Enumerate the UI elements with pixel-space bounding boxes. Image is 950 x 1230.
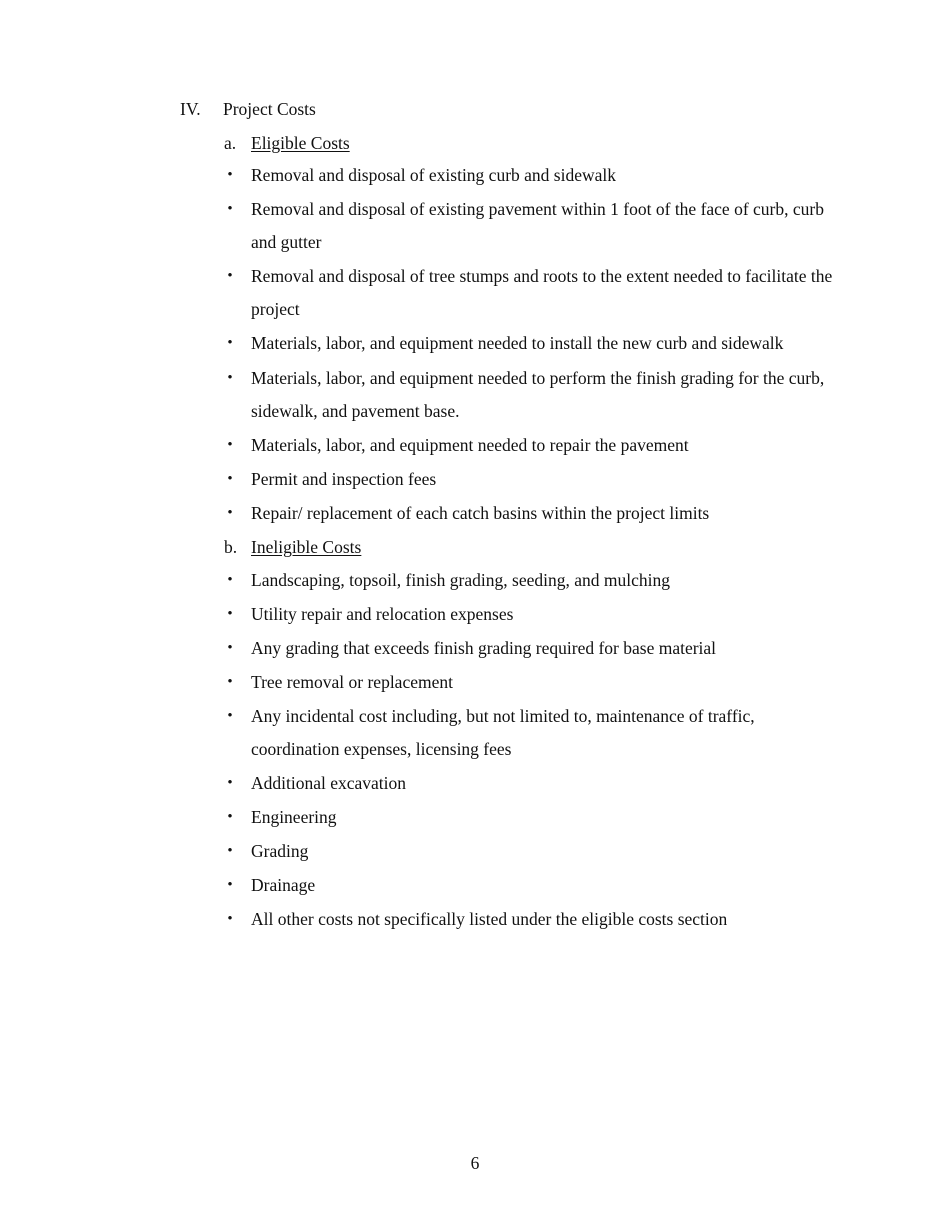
section-title: Project Costs bbox=[223, 99, 316, 119]
page-number: 6 bbox=[470, 1153, 480, 1173]
list-item-text: Landscaping, topsoil, finish grading, seeding, and mulching bbox=[251, 570, 670, 590]
bullet-icon: • bbox=[227, 437, 233, 453]
bullet-icon: • bbox=[227, 809, 233, 825]
bullet-icon: • bbox=[227, 335, 233, 351]
list-item-text: Engineering bbox=[251, 807, 337, 827]
list-item bbox=[224, 362, 834, 428]
list-item bbox=[224, 193, 834, 259]
bullet-icon: • bbox=[227, 505, 233, 521]
list-item-text: Utility repair and relocation expenses bbox=[251, 604, 514, 624]
bullet-icon: • bbox=[227, 201, 233, 217]
bullet-icon: • bbox=[227, 167, 233, 183]
ineligible-letter: b. bbox=[224, 537, 238, 557]
list-item bbox=[224, 632, 834, 665]
eligible-letter: a. bbox=[224, 133, 237, 153]
bullet-icon: • bbox=[227, 843, 233, 859]
bullet-icon: • bbox=[227, 572, 233, 588]
list-item-text: Any grading that exceeds finish grading required for base material bbox=[251, 638, 717, 658]
list-item-text: Additional excavation bbox=[251, 773, 407, 793]
list-item-text: Removal and disposal of existing curb and sidewalk bbox=[251, 165, 616, 185]
eligible-title: Eligible Costs bbox=[251, 133, 350, 153]
list-item bbox=[224, 159, 834, 192]
list-item bbox=[224, 497, 834, 530]
list-item-text: Any incidental cost including, but not limited to, maintenance of traffic, coordination expenses, licensing fees bbox=[251, 706, 755, 759]
eligible-costs-heading bbox=[224, 131, 350, 155]
list-item-text: Materials, labor, and equipment needed to install the new curb and sidewalk bbox=[251, 333, 784, 353]
list-item-text: Tree removal or replacement bbox=[251, 672, 453, 692]
list-item bbox=[224, 869, 834, 902]
bullet-icon: • bbox=[227, 471, 233, 487]
list-item bbox=[224, 260, 834, 326]
bullet-icon: • bbox=[227, 640, 233, 656]
list-item bbox=[224, 835, 834, 868]
bullet-icon: • bbox=[227, 370, 233, 386]
list-item-text: Drainage bbox=[251, 875, 316, 895]
ineligible-costs-heading bbox=[224, 535, 361, 559]
list-item bbox=[224, 564, 834, 597]
list-item bbox=[224, 903, 834, 936]
list-item bbox=[224, 429, 834, 462]
list-item bbox=[224, 801, 834, 834]
list-item-text: All other costs not specifically listed under the eligible costs section bbox=[251, 909, 728, 929]
bullet-icon: • bbox=[227, 268, 233, 284]
list-item bbox=[224, 767, 834, 800]
list-item-text: Removal and disposal of existing pavement within 1 foot of the face of curb, curb and gutter bbox=[251, 199, 824, 252]
list-item-text: Grading bbox=[251, 841, 309, 861]
bullet-icon: • bbox=[227, 674, 233, 690]
list-item-text: Materials, labor, and equipment needed to repair the pavement bbox=[251, 435, 689, 455]
bullet-icon: • bbox=[227, 606, 233, 622]
bullet-icon: • bbox=[227, 877, 233, 893]
list-item-text: Removal and disposal of tree stumps and roots to the extent needed to facilitate the project bbox=[251, 266, 833, 319]
list-item bbox=[224, 700, 834, 766]
section-number: IV. bbox=[180, 99, 201, 119]
bullet-icon: • bbox=[227, 775, 233, 791]
ineligible-title: Ineligible Costs bbox=[251, 537, 362, 557]
list-item bbox=[224, 327, 834, 360]
section-heading bbox=[180, 97, 316, 121]
list-item-text: Permit and inspection fees bbox=[251, 469, 437, 489]
list-item bbox=[224, 666, 834, 699]
list-item-text: Repair/ replacement of each catch basins within the project limits bbox=[251, 503, 710, 523]
list-item-text: Materials, labor, and equipment needed to perform the finish grading for the curb, sidewalk, and pavement base. bbox=[251, 368, 825, 421]
list-item bbox=[224, 463, 834, 496]
list-item bbox=[224, 598, 834, 631]
bullet-icon: • bbox=[227, 708, 233, 724]
bullet-icon: • bbox=[227, 911, 233, 927]
